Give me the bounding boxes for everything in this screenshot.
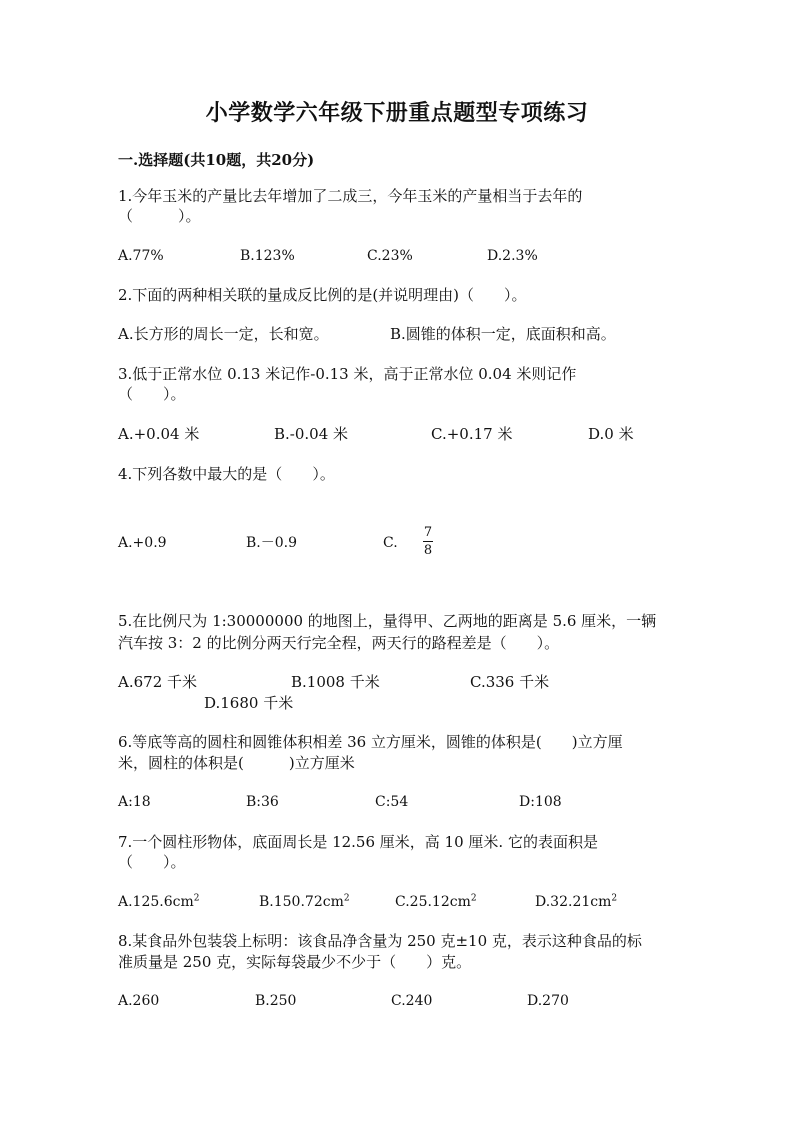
squared-superscript: 2 [470, 893, 477, 904]
question-7-option-d [535, 892, 617, 912]
question-5-stem-line1: 5.在比例尺为 1:30000000 的地图上，量得甲、乙两地的距离是 5.6 厘米，一辆 [118, 612, 657, 630]
question-1-option-b: B.123% [240, 248, 295, 264]
fraction-bar [423, 541, 433, 542]
question-8-option-a: A.260 [118, 993, 160, 1009]
question-8-option-b: B.250 [255, 993, 297, 1009]
question-1-option-c: C.23% [367, 248, 413, 264]
question-3-option-d: D.0 米 [588, 425, 634, 443]
question-7-option-b [259, 892, 350, 912]
question-7-option-c [395, 892, 477, 912]
question-5-stem-line2: 汽车按 3：2 的比例分两天行完全程，两天行的路程差是（ ）。 [118, 634, 560, 652]
question-8-stem-line1: 8.某食品外包装袋上标明：该食品净含量为 250 克±10 克，表示这种食品的标 [118, 932, 642, 950]
page-title: 小学数学六年级下册重点题型专项练习 [205, 100, 589, 126]
question-4-option-b: B.－0.9 [246, 535, 298, 551]
question-4-option-c-fraction [423, 525, 433, 558]
option-text: D.32.21cm [535, 894, 612, 910]
option-text: B.150.72cm [259, 894, 344, 910]
question-3-option-b: B.-0.04 米 [274, 425, 349, 443]
fraction-numerator: 7 [423, 525, 433, 540]
question-6-option-b: B:36 [246, 794, 279, 810]
question-5-option-a: A.672 千米 [118, 673, 197, 691]
question-3-option-c: C.+0.17 米 [431, 425, 513, 443]
squared-superscript: 2 [193, 893, 200, 904]
question-3-stem-line2: （ ）。 [118, 385, 186, 403]
question-6-stem-line1: 6.等底等高的圆柱和圆锥体积相差 36 立方厘米，圆锥的体积是( )立方厘 [118, 733, 623, 751]
question-7-stem-line1: 7.一个圆柱形物体，底面周长是 12.56 厘米，高 10 厘米. 它的表面积是 [118, 833, 598, 851]
question-3-stem-line1: 3.低于正常水位 0.13 米记作-0.13 米，高于正常水位 0.04 米则记作 [118, 365, 577, 383]
question-5-option-d: D.1680 千米 [204, 694, 294, 712]
fraction-denominator: 8 [423, 543, 433, 558]
question-5-option-b: B.1008 千米 [291, 673, 380, 691]
question-7-stem-line2: （ ）。 [118, 853, 186, 871]
question-4-option-c: C. [383, 535, 398, 551]
question-4-option-a: A.+0.9 [118, 535, 167, 551]
question-2-stem: 2.下面的两种相关联的量成反比例的是(并说明理由)（ ）。 [118, 286, 527, 304]
question-8-stem-line2: 准质量是 250 克，实际每袋最少不少于（ ）克。 [118, 953, 472, 971]
question-6-option-d: D:108 [519, 794, 562, 810]
question-3-option-a: A.+0.04 米 [118, 425, 200, 443]
question-6-stem-line2: 米，圆柱的体积是( )立方厘米 [118, 754, 355, 772]
question-1-option-d: D.2.3% [487, 248, 538, 264]
question-6-option-a: A:18 [118, 794, 151, 810]
question-2-option-b: B.圆锥的体积一定，底面积和高。 [390, 325, 616, 343]
question-1-stem-line2: （ ）。 [118, 207, 201, 225]
question-6-option-c: C:54 [375, 794, 409, 810]
question-8-option-d: D.270 [527, 993, 569, 1009]
question-8-option-c: C.240 [391, 993, 433, 1009]
section-heading: 一.选择题(共10题，共20分) [118, 151, 315, 169]
option-text: C.25.12cm [395, 894, 471, 910]
question-1-stem-line1: 1.今年玉米的产量比去年增加了二成三，今年玉米的产量相当于去年的 [118, 187, 583, 205]
question-2-option-a: A.长方形的周长一定，长和宽。 [118, 325, 329, 343]
question-7-option-a [118, 892, 200, 912]
question-4-stem: 4.下列各数中最大的是（ ）。 [118, 465, 335, 483]
option-text: A.125.6cm [118, 894, 194, 910]
question-1-option-a: A.77% [118, 248, 164, 264]
squared-superscript: 2 [343, 893, 350, 904]
squared-superscript: 2 [611, 893, 618, 904]
question-5-option-c: C.336 千米 [470, 673, 550, 691]
